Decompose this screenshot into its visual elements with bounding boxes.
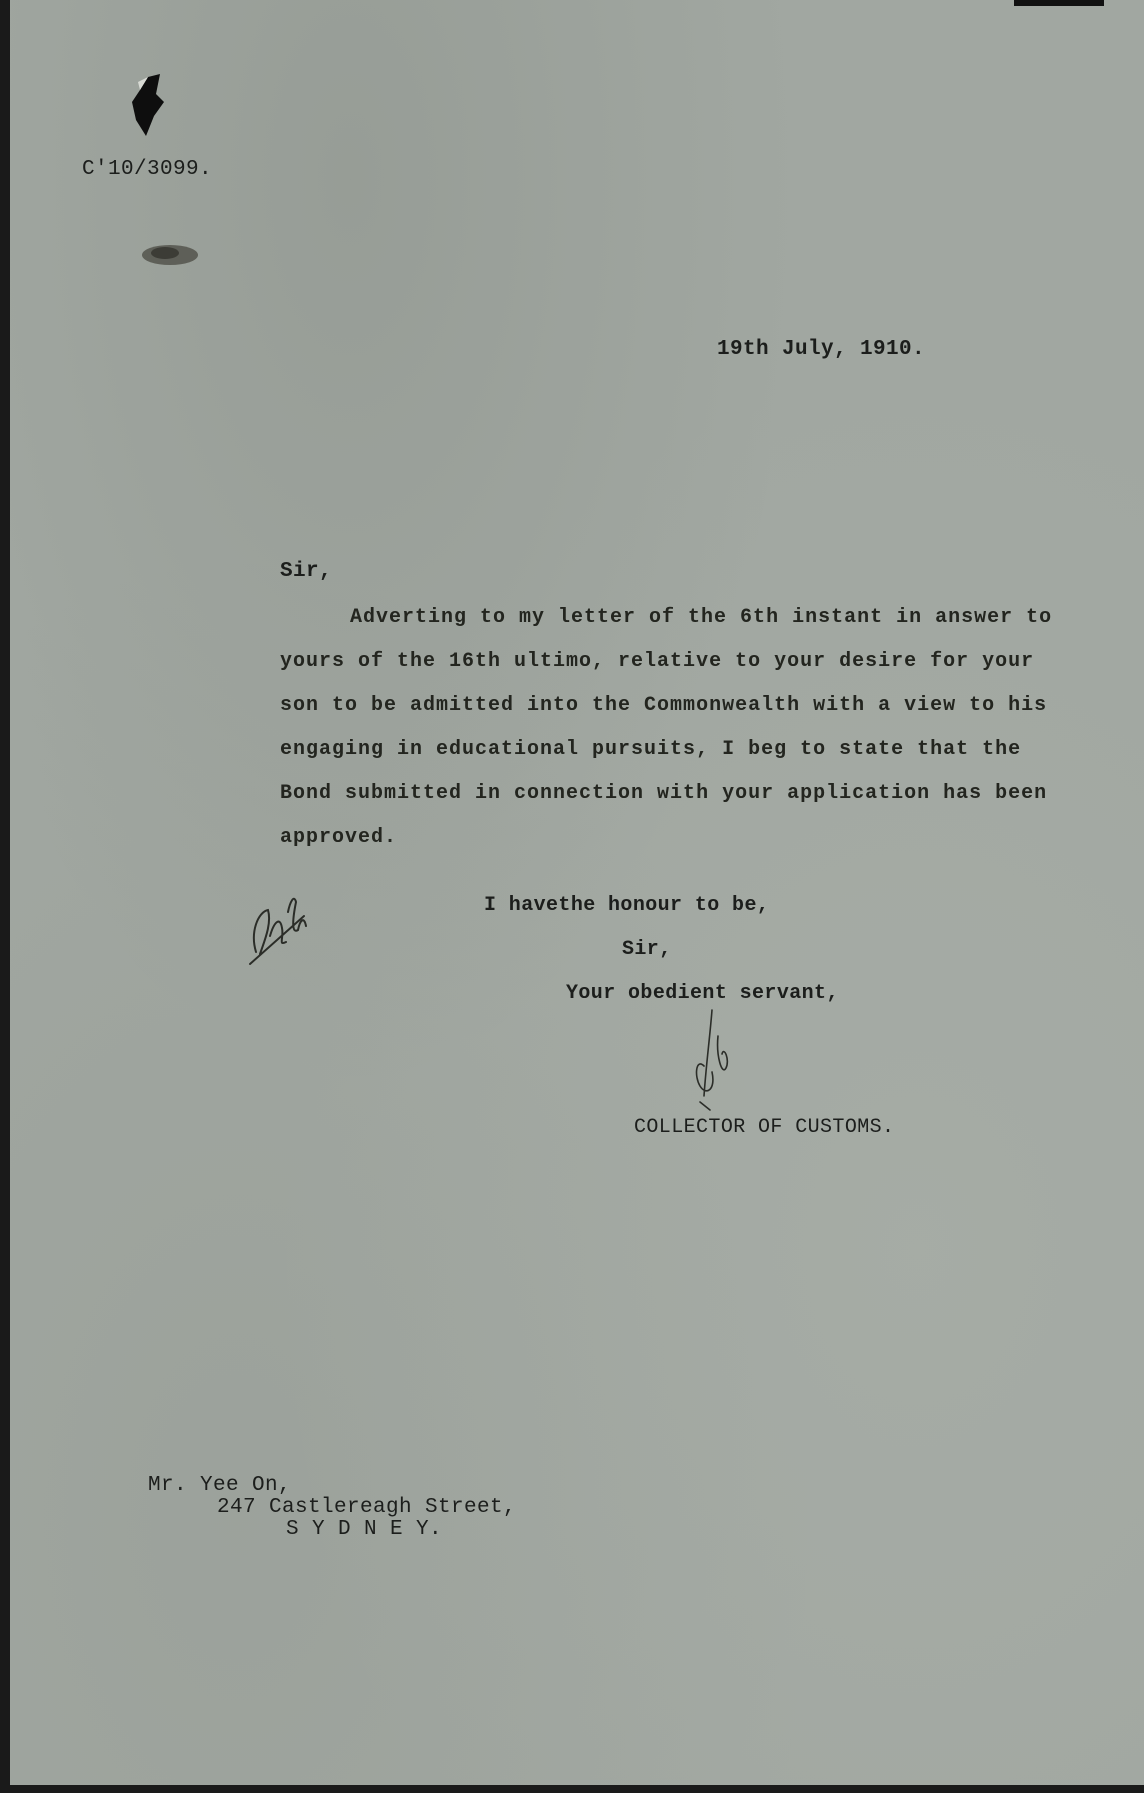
letter-page [10, 0, 1144, 1785]
address-line: S Y D N E Y. [286, 1518, 443, 1541]
closing-line: Sir, [622, 938, 672, 961]
letter-date: 19th July, 1910. [717, 338, 926, 361]
signature-initials [682, 1006, 742, 1116]
salutation: Sir, [280, 560, 333, 583]
closing-line: I havethe honour to be, [484, 894, 770, 917]
marginal-initials [242, 872, 322, 972]
address-line: Mr. Yee On, [148, 1474, 292, 1497]
body-line: Adverting to my letter of the 6th instant in answer to [350, 606, 1053, 629]
body-line: yours of the 16th ultimo, relative to your desire for your [280, 650, 1035, 673]
body-line: son to be admitted into the Commonwealth with a view to his [280, 694, 1048, 717]
closing-line: Your obedient servant, [566, 982, 839, 1005]
file-reference: C'10/3099. [82, 158, 213, 181]
address-line: 247 Castlereagh Street, [217, 1496, 517, 1519]
body-line: engaging in educational pursuits, I beg to state that the [280, 738, 1022, 761]
body-line: Bond submitted in connection with your application has been [280, 782, 1048, 805]
torn-hole-mark [118, 72, 178, 152]
body-line: approved. [280, 826, 398, 849]
signatory-title: COLLECTOR OF CUSTOMS. [634, 1116, 895, 1139]
page-edge-strip [1014, 0, 1104, 6]
ink-smudge [135, 238, 205, 272]
